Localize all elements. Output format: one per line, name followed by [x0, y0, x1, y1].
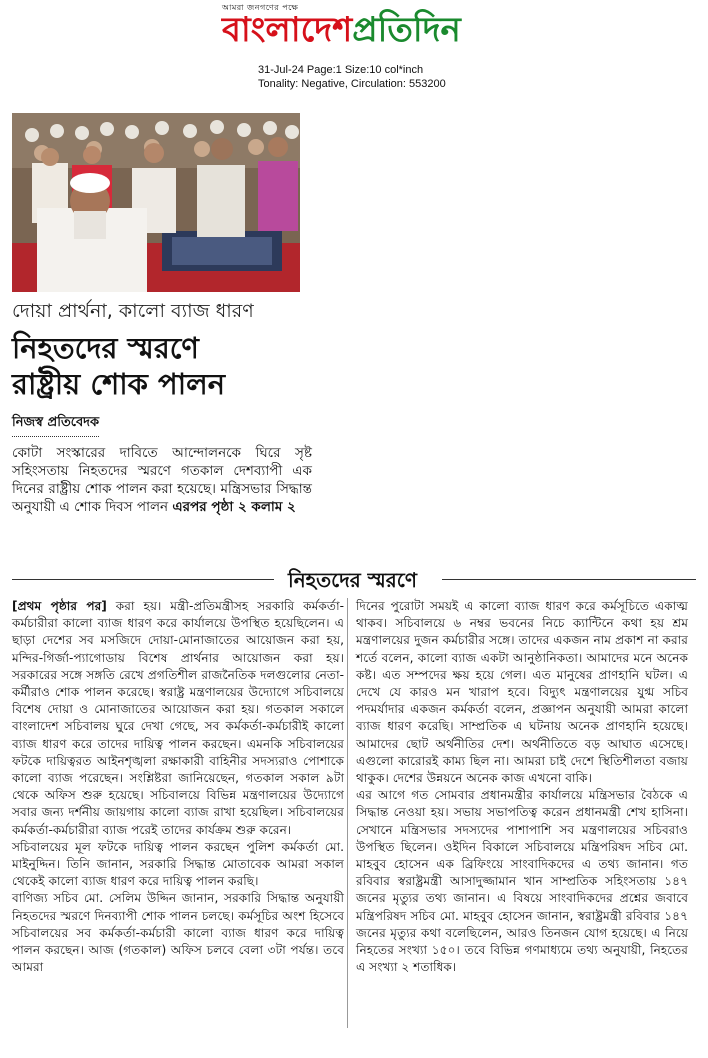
article-column-1: [12, 598, 344, 976]
from-first-page-label: [প্রথম পৃষ্ঠার পর]: [12, 599, 107, 613]
logo-part-2: প্রতিদিন: [352, 10, 461, 50]
continuation-title: নিহতদের স্মরণে: [282, 566, 423, 599]
column-1-paragraph-1-text: করা হয়। মন্ত্রী-প্রতিমন্ত্রীসহ সরকারি কর্মকর্তা-কর্মচারীরা কালো ব্যাজ ধারণ করে কার্যালয়ে উপস্থিত হয়েছিলেন। এ ছাড়া দেশের সব মসজিদে দোয়া-মোনাজাতের আয়োজন করা হয়, মন্দির-গির্জা-প্যাগোডায় বিশেষ প্রার্থনার আয়োজন করা হয়। সরকারের সঙ্গে সঙ্গতি রেখে প্রগতিশীল রাজনৈতিক দলগুলোর নেতা-কর্মীরাও শোক পালন করেছে। স্বরাষ্ট্র মন্ত্রণালয়ের উদ্যোগে সচিবালয়ে বিশেষ দোয়া ও মোনাজাতের আয়োজন করা হয়। গতকাল সকালে বাংলাদেশ সচিবালয় ঘুরে দেখা গেছে, সব কর্মকর্তা-কর্মচারীই কালো ব্যাজ ধারণ করে তাদের দায়িত্ব পালন করছেন। এমনকি সচিবালয়ের ফটকে দায়িত্বরত আইনশৃঙ্খলা রক্ষাকারী বাহিনীর সদস্যরাও পোশাকে কালো ব্যাজ পরেছেন। সংশ্লিষ্টরা জানিয়েছেন, গতকাল সকাল ৯টা থেকে অফিস শুরু হয়েছে। সচিবালয়ে বিভিন্ন মন্ত্রণালয়ের উদ্যোগে সবার জন্য দর্শনীয় জায়গায় কালো ব্যাজ রাখা হয়েছিল। সচিবালয়ের কর্মকর্তা-কর্মচারীরা ব্যাজ পরেই তাদের কার্যক্রম শুরু করেন।: [12, 599, 345, 837]
masthead-tagline: আমরা জনগণের পক্ষে: [222, 3, 299, 12]
headline-line-2: রাষ্ট্রীয় শোক পালন: [12, 367, 226, 401]
headline-line-1: নিহতদের স্মরণে: [12, 331, 199, 365]
article-byline: নিজস্ব প্রতিবেদক: [12, 413, 99, 437]
continuation-rule-right: [442, 579, 696, 580]
article-lead: [12, 444, 312, 516]
newspaper-logo[interactable]: [222, 10, 461, 50]
column-1-paragraph-2: সচিবালয়ের মূল ফটকে দায়িত্ব পালন করছেন পুলিশ কর্মকর্তা মো. মাইনুদ্দিন। তিনি জানান, সরকারি সিদ্ধান্ত মোতাবেক আমরা সকাল থেকেই কালো ব্যাজ ধারণ করে দায়িত্ব পালন করছি।: [12, 839, 344, 889]
article-kicker: দোয়া প্রার্থনা, কালো ব্যাজ ধারণ: [12, 300, 254, 322]
lead-text: কোটা সংস্কারের দাবিতে আন্দোলনকে ঘিরে সৃষ্ট সহিংসতায় নিহতদের স্মরণে গতকাল দেশব্যাপী এক দিনের রাষ্ট্রীয় শোক পালন করা হয়েছে। মন্ত্রিসভার সিদ্ধান্ত অনুযায়ী এ শোক দিবস পালন: [12, 445, 312, 515]
column-2-paragraph-1: দিনের পুরোটা সময়ই এ কালো ব্যাজ ধারণ করে কর্মসূচিতে একাত্ম থাকব। সচিবালয়ে ৬ নম্বর ভবনের নিচে ক্যান্টিনে কথা হয় শ্রম মন্ত্রণালয়ের দুজন কর্মচারীর সঙ্গে। তাদের একজন নাম প্রকাশ না করার শর্তে বলেন, কালো ব্যাজ একটা আনুষ্ঠানিকতা। আমাদের মনে অনেক কষ্ট। এত সম্পদের ক্ষয় হয়ে গেল। এত মানুষের প্রাণহানি ঘটল। এ দেখে যে কারও মন খারাপ হবে। বিদ্যুৎ মন্ত্রণালয়ের যুগ্ম সচিব পদমর্যাদার একজন কর্মকর্তা বলেন, প্রজ্ঞাপন অনুযায়ী আমরা কালো ব্যাজ ধারণ করেছি। সাম্প্রতিক এ ঘটনায় অনেক প্রাণহানি হয়েছে। আমাদের ছোট অর্থনীতির দেশ। অর্থনীতিতে বড় আঘাত এসেছে। এগুলো কারোরই কাম্য ছিল না। আমরা চাই দেশে স্থিতিশীলতা বজায় থাকুক। দেশের উন্নয়নে অনেক কাজ এখনো বাকি।: [356, 599, 688, 786]
article-headline[interactable]: [12, 330, 225, 402]
column-2-paragraph-2: এর আগে গত সোমবার প্রধানমন্ত্রীর কার্যালয়ে মন্ত্রিসভার বৈঠকে এ সিদ্ধান্ত নেওয়া হয়। সভায় সভাপতিত্ব করেন প্রধানমন্ত্রী শেখ হাসিনা। সেখানে মন্ত্রিসভার সদস্যদের পাশাপাশি সব মন্ত্রণালয়ের সচিবরাও উপস্থিত ছিলেন। ওইদিন বিকালে সচিবালয়ে মন্ত্রিপরিষদ সচিব মো. মাহবুব হোসেন এক ব্রিফিংয়ে সাংবাদিকদের এ তথ্য জানান। গত রবিবার স্বরাষ্ট্রমন্ত্রী আসাদুজ্জামান খান সাম্প্রতিক সহিংসতায় ১৪৭ জনের মৃত্যুর তথ্য জানান। এ বিষয়ে সাংবাদিকদের প্রশ্নের জবাবে মন্ত্রিপরিষদ সচিব মো. মাহবুব হোসেন জানান, স্বরাষ্ট্রমন্ত্রী রবিবার ১৪৭ জনের মৃত্যুর কথা বলেছিলেন, আরও তিনজন যোগ হয়েছে। এ নিয়ে নিহতের সংখ্যা ১৫০। তবে বিভিন্ন গণমাধ্যমে তথ্য অনুযায়ী, নিহতের এ সংখ্যা ২ শতাধিক।: [356, 788, 688, 975]
article-column-2: [356, 598, 688, 976]
clipping-meta-line-1: 31-Jul-24 Page:1 Size:10 col*inch: [258, 64, 424, 76]
continuation-header: [12, 566, 696, 592]
continuation-rule-left: [12, 579, 274, 580]
logo-part-1: বাংলাদেশ: [222, 10, 353, 50]
continuation-jump-link[interactable]: এরপর পৃষ্ঠা ২ কলাম ২: [172, 499, 296, 515]
column-1-paragraph-1: [12, 598, 344, 839]
clipping-meta-line-2: Tonality: Negative, Circulation: 553200: [258, 78, 446, 90]
masthead: [0, 0, 708, 60]
column-1-paragraph-3: বাণিজ্য সচিব মো. সেলিম উদ্দিন জানান, সরকারি সিদ্ধান্ত অনুযায়ী নিহতদের স্মরণে দিনব্যাপী শোক পালন চলছে। কর্মসূচির অংশ হিসেবে সচিবালয়ের সব কর্মকর্তা-কর্মচারী কালো ব্যাজ ধারণ করে দায়িত্ব পালন করছেন। আজ (গতকাল) অফিস চলবে বেলা ৩টা পর্যন্ত। তবে আমরা: [12, 891, 344, 975]
clipping-metadata: [258, 63, 446, 91]
column-divider: [347, 598, 348, 1028]
news-photo: [12, 113, 300, 292]
